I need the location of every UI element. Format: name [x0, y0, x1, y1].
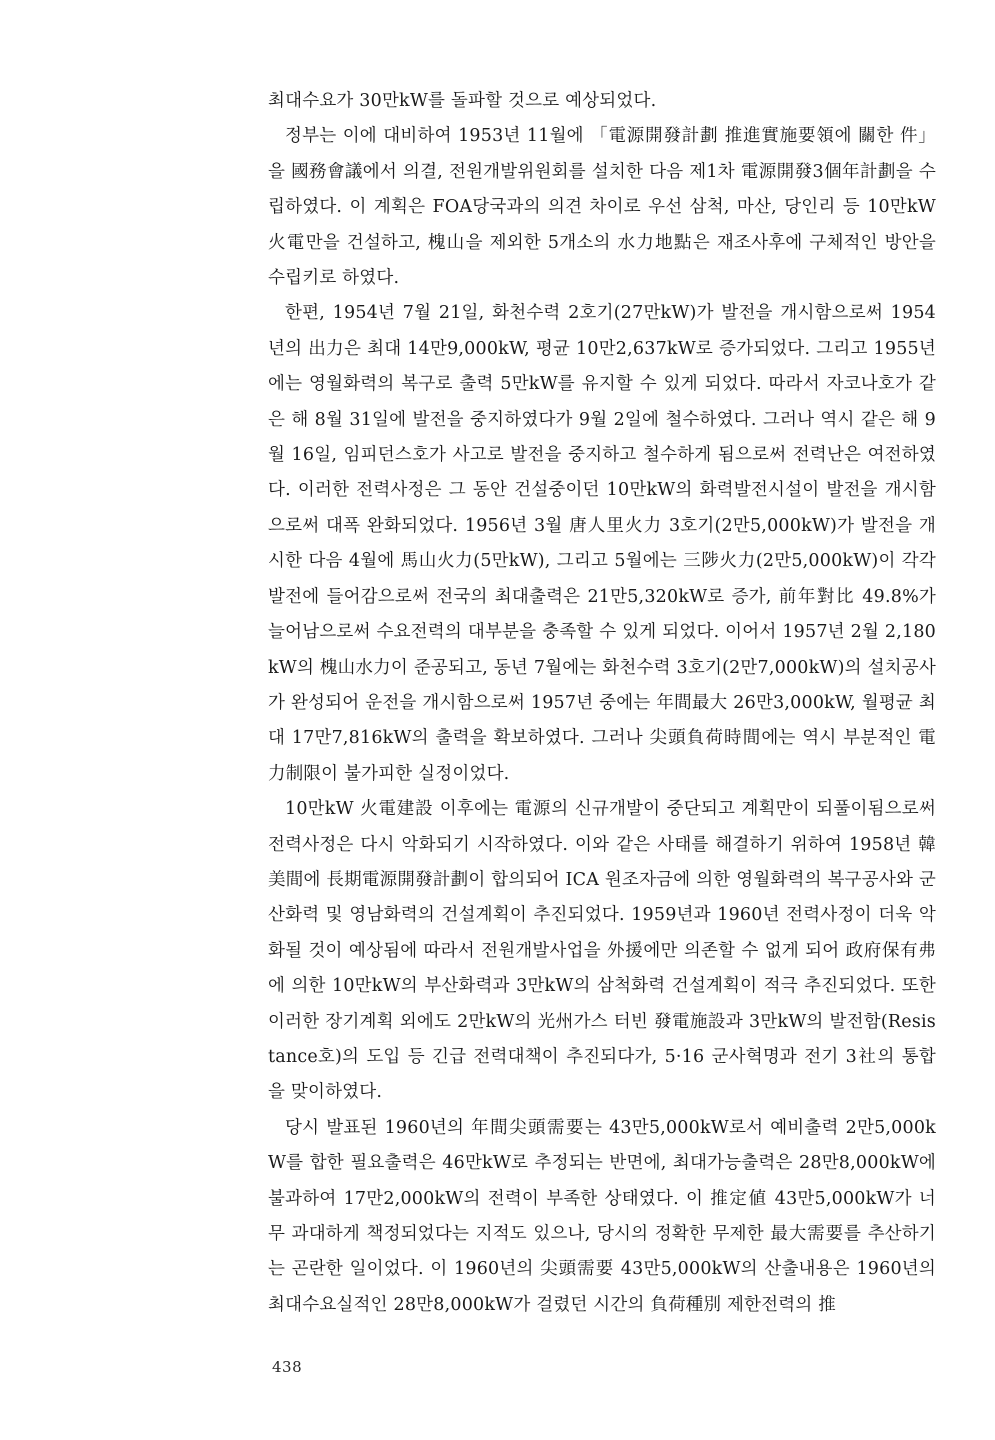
- page-number: 438: [272, 1358, 303, 1376]
- body-text: [268, 84, 936, 1323]
- paragraph-power-development-plan: 정부는 이에 대비하여 1953년 11월에 「電源開發計劃 推進實施要領에 關한 件」을 國務會議에서 의결, 전원개발위원회를 설치한 다음 제1차 電源開發3個年計劃을 수립하였다. 이 계획은 FOA당국과의 의견 차이로 우선 삼척, 마산, 당인리 등 10만kW 火電만을 건설하고, 槐山을 제외한 5개소의 水力地點은 재조사후에 구체적인 방안을 수립키로 하였다.: [268, 126, 936, 289]
- paragraph-continuation: 최대수요가 30만kW를 돌파할 것으로 예상되었다.: [268, 91, 657, 111]
- paragraph-peak-demand-1960: 당시 발표된 1960년의 年間尖頭需要는 43만5,000kW로서 예비출력 2만5,000kW를 합한 필요출력은 46만kW로 추정되는 반면에, 최대가능출력은 28만8,000kW에 불과하여 17만2,000kW의 전력이 부족한 상태였다. 이 推定値 43만5,000kW가 너무 과대하게 책정되었다는 지적도 있으나, 당시의 정확한 무제한 最大需要를 추산하기는 곤란한 일이었다. 이 1960년의 尖頭需要 43만5,000kW의 산출내용은 1960년의 최대수요실적인 28만8,000kW가 걸렸던 시간의 負荷種別 제한전력의 推: [268, 1117, 936, 1315]
- paragraph-long-term-plan: 10만kW 火電建設 이후에는 電源의 신규개발이 중단되고 계획만이 되풀이됨으로써 전력사정은 다시 악화되기 시작하였다. 이와 같은 사태를 해결하기 위하여 1958년 韓美間에 長期電源開發計劃이 합의되어 ICA 원조자금에 의한 영월화력의 복구공사와 군산화력 및 영남화력의 건설계획이 추진되었다. 1959년과 1960년 전력사정이 더욱 악화될 것이 예상됨에 따라서 전원개발사업을 外援에만 의존할 수 없게 되어 政府保有弗에 의한 10만kW의 부산화력과 3만kW의 삼척화력 건설계획이 적극 추진되었다. 또한 이러한 장기계획 외에도 2만kW의 光州가스 터빈 發電施設과 3만kW의 발전함(Resistance호)의 도입 등 긴급 전력대책이 추진되다가, 5·16 군사혁명과 전기 3社의 통합을 맞이하였다.: [268, 799, 936, 1103]
- paragraph-power-output-1954-1957: 한편, 1954년 7월 21일, 화천수력 2호기(27만kW)가 발전을 개시함으로써 1954년의 出力은 최대 14만9,000kW, 평균 10만2,637kW로 증가되었다. 그리고 1955년에는 영월화력의 복구로 출력 5만kW를 유지할 수 있게 되었다. 따라서 자코나호가 같은 해 8월 31일에 발전을 중지하였다가 9월 2일에 철수하였다. 그러나 역시 같은 해 9월 16일, 임피던스호가 사고로 발전을 중지하고 철수하게 됨으로써 전력난은 여전하였다. 이러한 전력사정은 그 동안 건설중이던 10만kW의 화력발전시설이 발전을 개시함으로써 대폭 완화되었다. 1956년 3월 唐人里火力 3호기(2만5,000kW)가 발전을 개시한 다음 4월에 馬山火力(5만kW), 그리고 5월에는 三陟火力(2만5,000kW)이 각각 발전에 들어감으로써 전국의 최대출력은 21만5,320kW로 증가, 前年對比 49.8%가 늘어남으로써 수요전력의 대부분을 충족할 수 있게 되었다. 이어서 1957년 2월 2,180kW의 槐山水力이 준공되고, 동년 7월에는 화천수력 3호기(2만7,000kW)의 설치공사가 완성되어 운전을 개시함으로써 1957년 중에는 年間最大 26만3,000kW, 월평균 최대 17만7,816kW의 출력을 확보하였다. 그러나 尖頭負荷時間에는 역시 부분적인 電力制限이 불가피한 실정이었다.: [268, 303, 936, 784]
